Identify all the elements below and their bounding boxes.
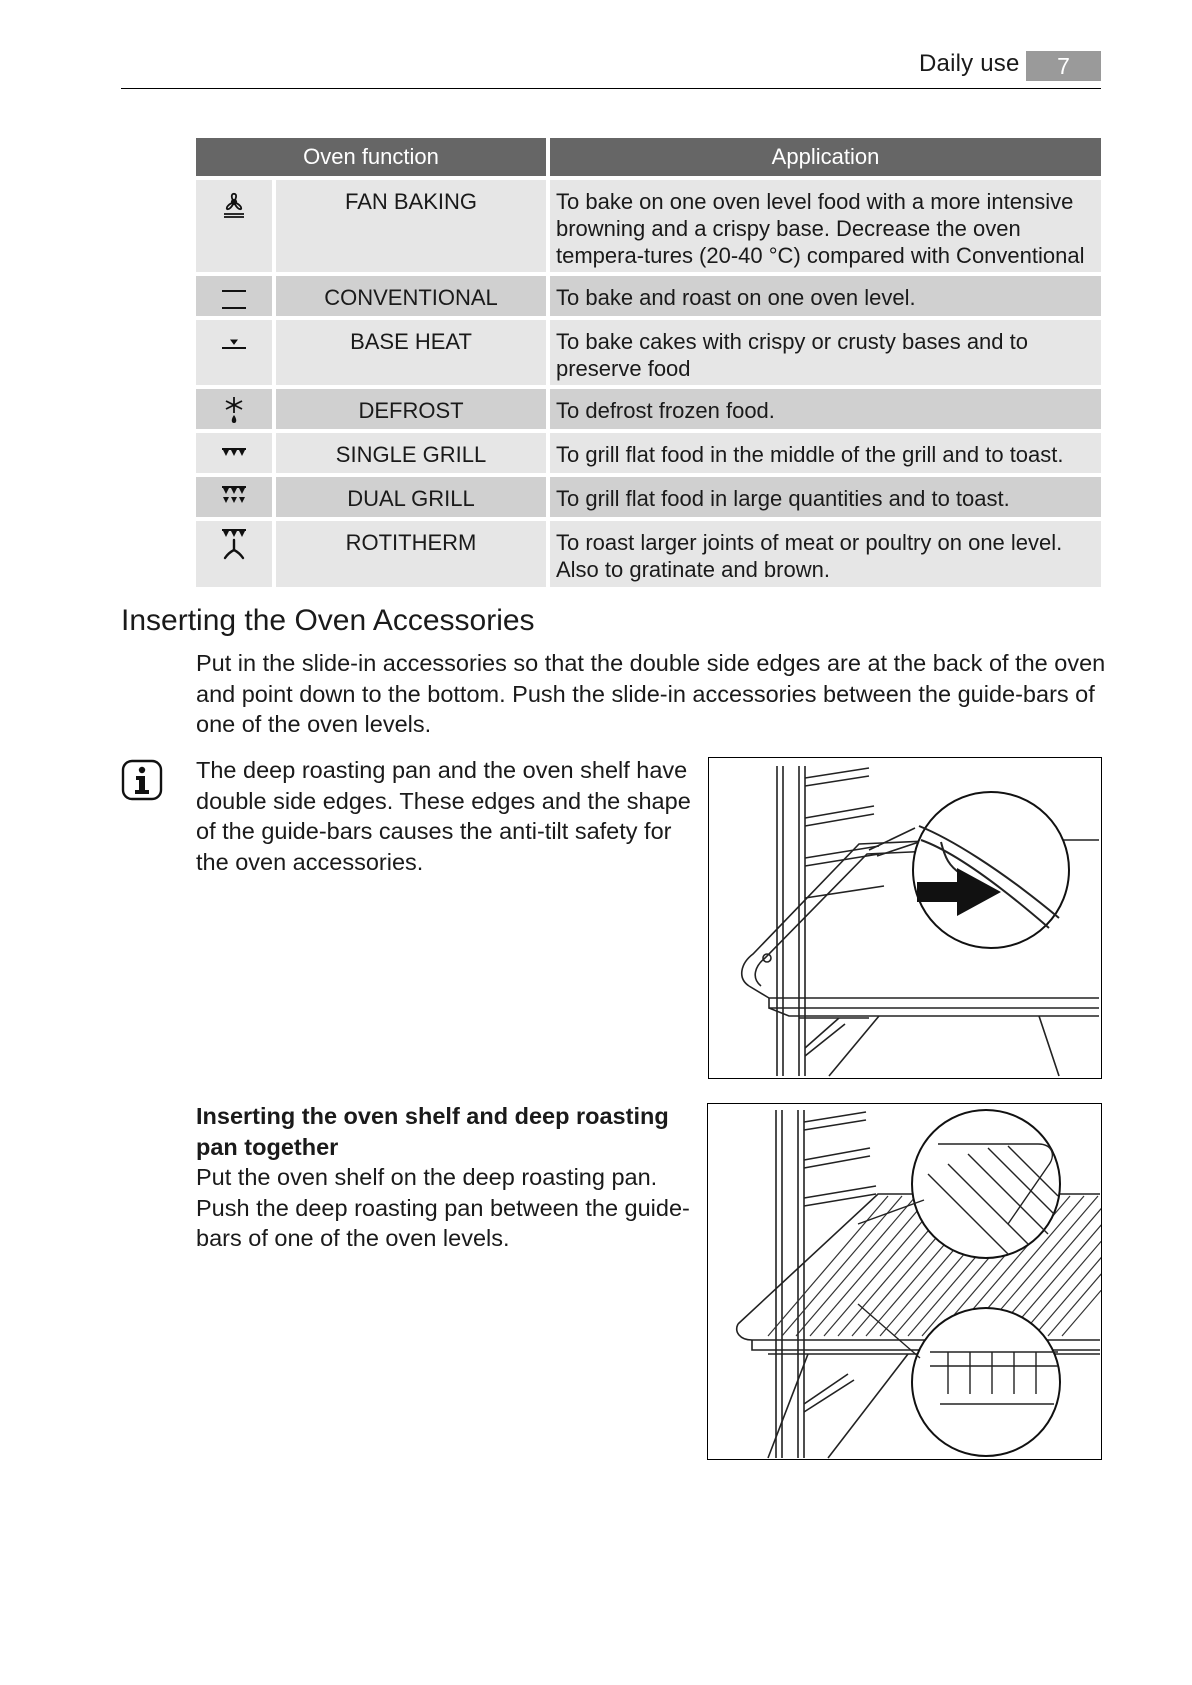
header-rule bbox=[121, 88, 1101, 89]
table-row bbox=[196, 276, 1101, 316]
function-application: To bake and roast on one oven level. bbox=[550, 276, 1101, 316]
page-number: 7 bbox=[1026, 51, 1101, 81]
function-application: To roast larger joints of meat or poultry on one level. Also to gratinate and brown. bbox=[550, 521, 1101, 587]
column-header-application: Application bbox=[550, 138, 1101, 176]
function-application: To grill flat food in the middle of the grill and to toast. bbox=[550, 433, 1101, 473]
function-application: To defrost frozen food. bbox=[550, 389, 1101, 429]
conventional-icon bbox=[220, 288, 248, 310]
table-row bbox=[196, 433, 1101, 473]
function-application: To bake on one oven level food with a more intensive browning and a crispy base. Decrease the oven tempera-tures (20-40 °C) compared with Conventional bbox=[550, 180, 1101, 272]
function-name: DEFROST bbox=[276, 389, 546, 429]
function-name: BASE HEAT bbox=[276, 320, 546, 385]
defrost-icon bbox=[221, 395, 247, 425]
function-application: To grill flat food in large quantities and to toast. bbox=[550, 477, 1101, 517]
table-row bbox=[196, 320, 1101, 385]
subsection-text: Put the oven shelf on the deep roasting pan. Push the deep roasting pan between the guide-bars of one of the oven levels. bbox=[196, 1164, 690, 1251]
table-row bbox=[196, 521, 1101, 587]
column-header-oven-function: Oven function bbox=[196, 138, 546, 176]
subsection-block bbox=[196, 1101, 701, 1254]
section-title: Inserting the Oven Accessories bbox=[121, 604, 535, 637]
figure-shelf-and-pan-illustration bbox=[707, 1103, 1102, 1460]
function-name: FAN BAKING bbox=[276, 180, 546, 272]
info-note: The deep roasting pan and the oven shelf have double side edges. These edges and the shape of the guide-bars causes the anti-tilt safety for the oven accessories. bbox=[196, 757, 691, 875]
function-name: CONVENTIONAL bbox=[276, 276, 546, 316]
fan-baking-icon bbox=[220, 192, 248, 218]
base-heat-icon bbox=[220, 336, 248, 350]
function-name: SINGLE GRILL bbox=[276, 433, 546, 473]
section-intro: Put in the slide-in accessories so that the double side edges are at the back of the oven and point down to the bottom. Push the slide-in accessories between the guide-bars of one of the oven levels. bbox=[196, 650, 1106, 737]
rotitherm-icon bbox=[220, 528, 248, 560]
table-header-row bbox=[196, 138, 1101, 176]
subsection-heading: Inserting the oven shelf and deep roasting pan together bbox=[196, 1103, 669, 1160]
function-application: To bake cakes with crispy or crusty bases and to preserve food bbox=[550, 320, 1101, 385]
dual-grill-icon bbox=[220, 485, 248, 507]
header-section-title: Daily use bbox=[919, 50, 1020, 77]
function-name: ROTITHERM bbox=[276, 521, 546, 587]
single-grill-icon bbox=[220, 447, 248, 459]
table-row bbox=[196, 477, 1101, 517]
info-icon bbox=[121, 759, 163, 801]
table-row bbox=[196, 180, 1101, 272]
figure-anti-tilt-illustration bbox=[708, 757, 1102, 1079]
oven-function-table bbox=[196, 138, 1101, 591]
function-name: DUAL GRILL bbox=[276, 477, 546, 517]
table-row bbox=[196, 389, 1101, 429]
